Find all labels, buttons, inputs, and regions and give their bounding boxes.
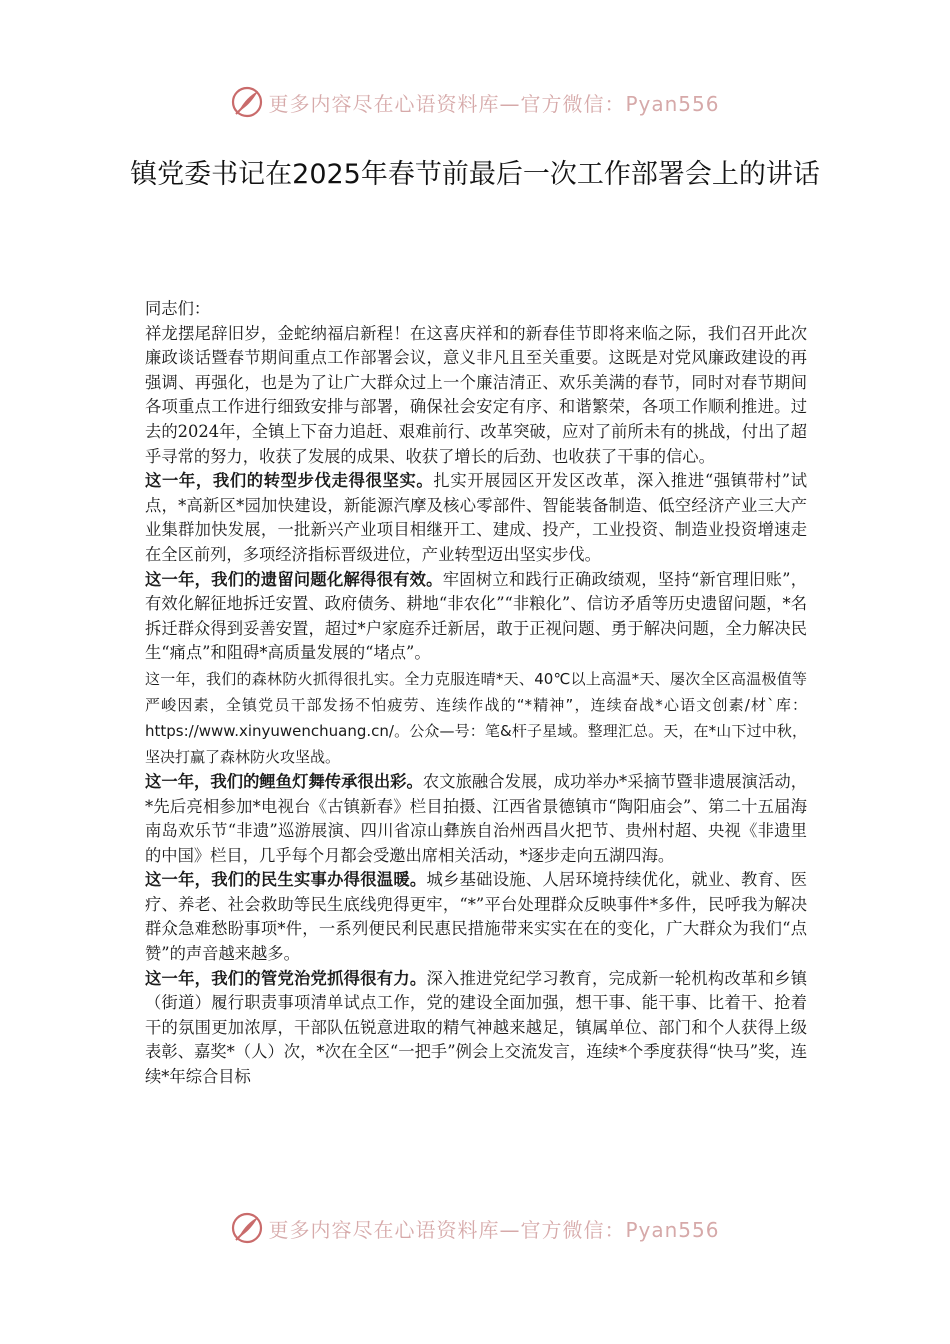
section-paragraph (145, 868, 807, 966)
footer-watermark-banner (0, 1208, 950, 1248)
quill-logo-icon (230, 1211, 264, 1245)
section-body: 城乡基础设施、人居环境持续优化，就业、教育、医疗、养老、社会救助等民生底线兜得更牢，“*”平台处理群众反映事件*多件，民呼我为解决群众急难愁盼事项*件，一系列便民利民惠民措施带来实实在在的变化，广大群众为我们“点赞”的声音越来越多。 (145, 870, 807, 964)
document-title: 镇党委书记在2025年春节前最后一次工作部署会上的讲话 (130, 159, 820, 190)
section-body: 深入推进党纪学习教育，完成新一轮机构改革和乡镇（街道）履行职责事项清单试点工作，党的建设全面加强，想干事、能干事、比着干、抢着干的氛围更加浓厚，干部队伍锐意进取的精气神越来越足，镇属单位、部门和个人获得上级表彰、嘉奖*（人）次，*次在全区“一把手”例会上交流发言，连续*个季度获得“快马”奖，连续*年综合目标 (145, 968, 807, 1087)
section-heading: 这一年，我们的鲤鱼灯舞传承很出彩。 (145, 771, 423, 791)
section-body: 这一年，我们的森林防火抓得很扎实。全力克服连晴*天、40℃以上高温*天、屡次全区高温极值等严峻因素，全镇党员干部发扬不怕疲劳、连续作战的“*精神”，连续奋战*心语文创素/材`库：https://www.xinyuwenchuang.cn/。公众—号：笔&杆子星域。整理汇总。天，在*山下过中秋，坚决打赢了森林防火攻坚战。 (145, 669, 807, 766)
section-heading: 这一年，我们的管党治党抓得很有力。 (145, 968, 427, 988)
section-body: 牢固树立和践行正确政绩观，坚持“新官理旧账”，有效化解征地拆迁安置、政府债务、耕地“非农化”“非粮化”、信访矛盾等历史遗留问题，*名拆迁群众得到妥善安置，超过*户家庭乔迁新居，敢于正视问题、勇于解决问题，全力解决民生“痛点”和阻碍*高质量发展的“堵点”。 (145, 569, 807, 663)
section-heading: 这一年，我们的遗留问题化解得很有效。 (145, 569, 443, 589)
header-watermark-banner (0, 82, 950, 122)
quill-logo-icon (230, 85, 264, 119)
section-paragraph (145, 666, 807, 770)
section-paragraph (145, 568, 807, 666)
section-paragraph (145, 967, 807, 1090)
watermark-text: 更多内容尽在心语资料库—官方微信：Pyan556 (268, 91, 720, 116)
watermark-text: 更多内容尽在心语资料库—官方微信：Pyan556 (268, 1217, 720, 1242)
salutation: 同志们： (145, 299, 211, 318)
section-paragraph (145, 469, 807, 567)
section-heading: 这一年，我们的民生实事办得很温暖。 (145, 870, 427, 890)
section-paragraph (145, 770, 807, 868)
section-body: 农文旅融合发展，成功举办*采摘节暨非遗展演活动，*先后亮相参加*电视台《古镇新春》栏目拍摄、江西省景德镇市“陶阳庙会”、第二十五届海南岛欢乐节“非遗”巡游展演、四川省凉山彝族自治州西昌火把节、贵州村超、央视《非遗里的中国》栏目，几乎每个月都会受邀出席相关活动，*逐步走向五湖四海。 (145, 771, 807, 865)
section-body: 扎实开展园区开发区改革，深入推进“强镇带村”试点，*高新区*园加快建设，新能源汽摩及核心零部件、智能装备制造、低空经济产业三大产业集群加快发展，一批新兴产业项目相继开工、建成、投产，工业投资、制造业投资增速走在全区前列，多项经济指标晋级进位，产业转型迈出坚实步伐。 (145, 471, 807, 564)
intro-paragraph: 祥龙摆尾辞旧岁，金蛇纳福启新程！在这喜庆祥和的新春佳节即将来临之际，我们召开此次廉政谈话暨春节期间重点工作部署会议，意义非凡且至关重要。这既是对党风廉政建设的再强调、再强化，也是为了让广大群众过上一个廉洁清正、欢乐美满的春节，同时对春节期间各项重点工作进行细致安排与部署，确保社会安定有序、和谐繁荣，各项工作顺利推进。过去的2024年，全镇上下奋力追赶、艰难前行、改革突破，应对了前所未有的挑战，付出了超乎寻常的努力，收获了发展的成果、收获了增长的后劲、也收获了干事的信心。 (145, 323, 807, 466)
document-body (145, 297, 807, 1090)
section-heading: 这一年，我们的转型步伐走得很坚实。 (145, 471, 434, 491)
